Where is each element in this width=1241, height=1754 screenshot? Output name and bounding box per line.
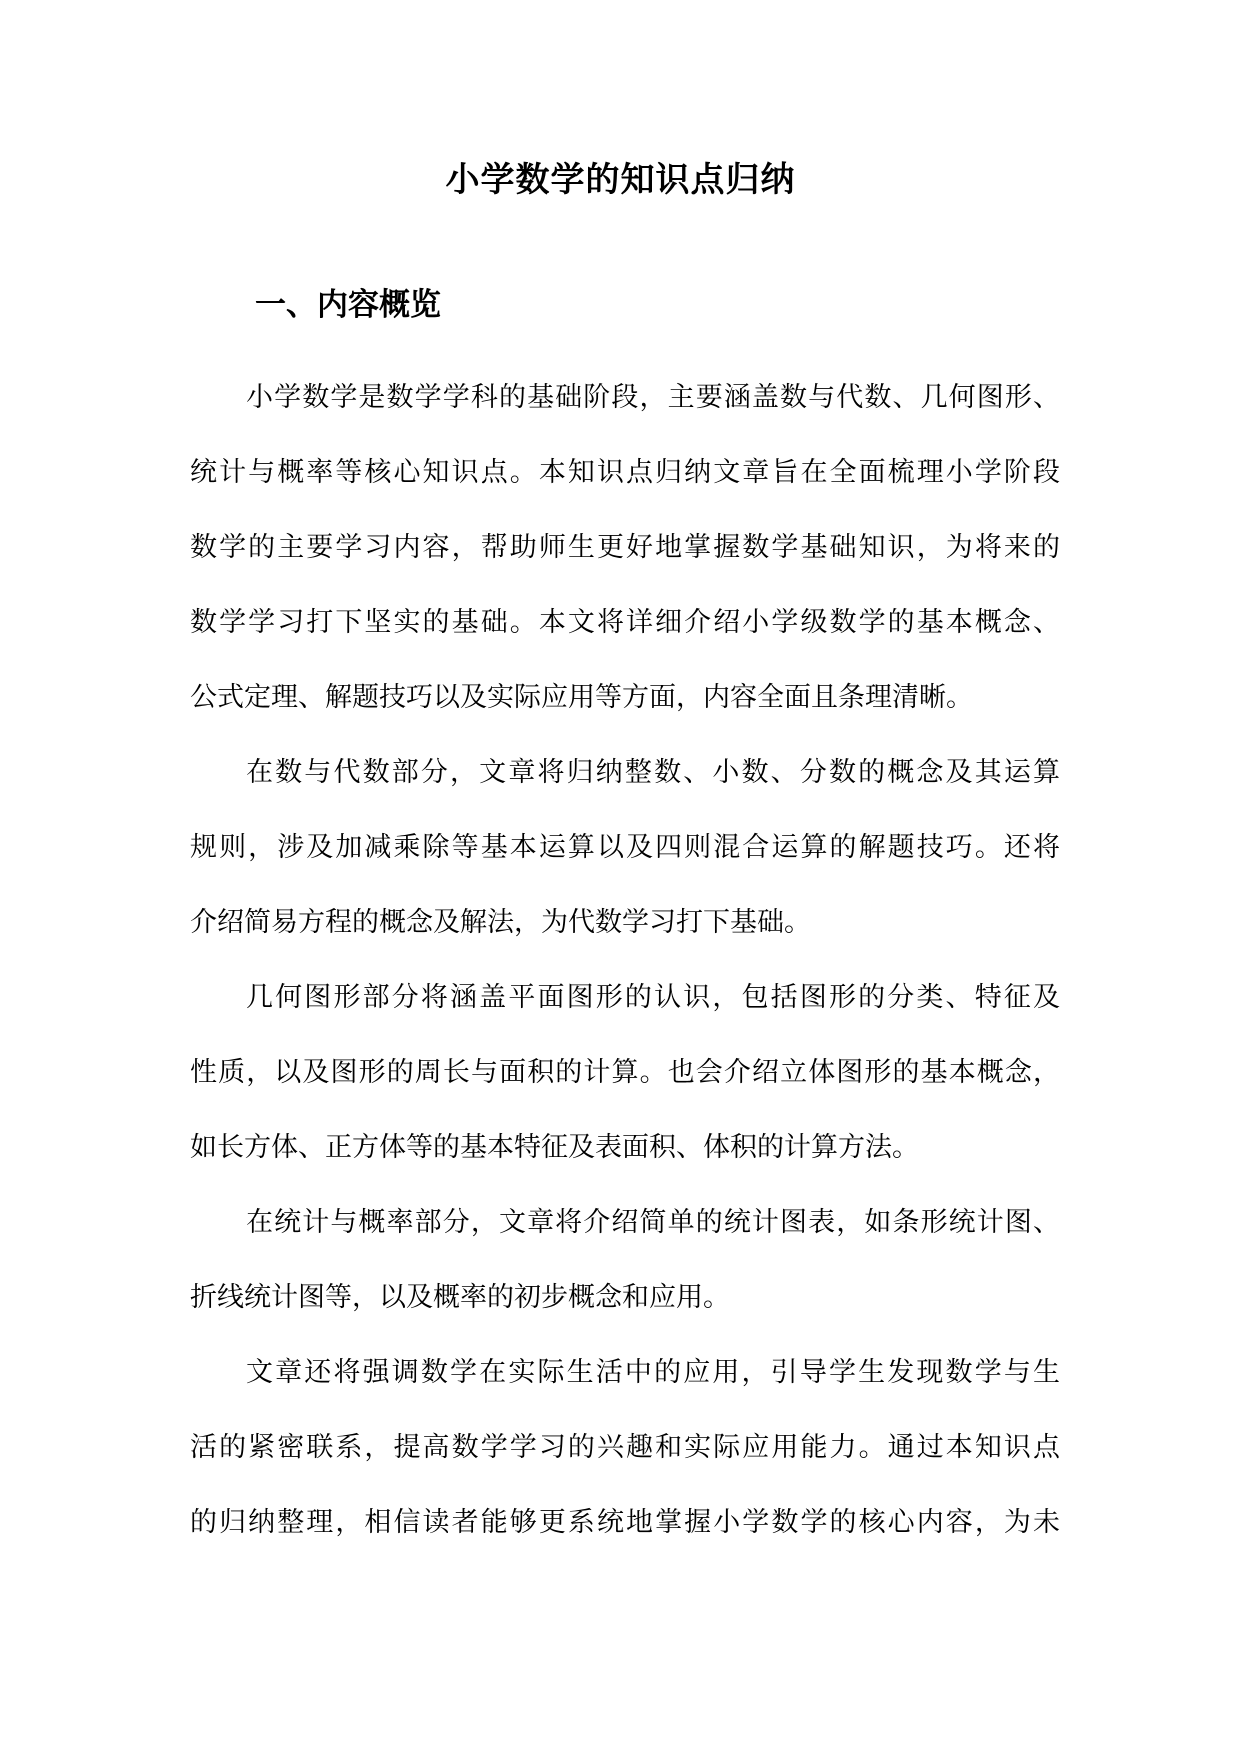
paragraph-line: 统计与概率等核心知识点。本知识点归纳文章旨在全面梳理小学阶段 [190,457,1060,488]
paragraph-line: 介绍简易方程的概念及解法，为代数学习打下基础。 [190,907,811,938]
paragraph-line: 折线统计图等，以及概率的初步概念和应用。 [190,1282,730,1313]
paragraph-line: 几何图形部分将涵盖平面图形的认识，包括图形的分类、特征及 [246,982,1060,1013]
paragraph-line: 如长方体、正方体等的基本特征及表面积、体积的计算方法。 [190,1132,919,1163]
paragraph-line: 性质，以及图形的周长与面积的计算。也会介绍立体图形的基本概念， [190,1057,1060,1088]
paragraph-line: 在数与代数部分，文章将归纳整数、小数、分数的概念及其运算 [246,757,1060,788]
paragraph-line: 的归纳整理，相信读者能够更系统地掌握小学数学的核心内容，为未 [190,1507,1060,1538]
paragraph-line: 数学的主要学习内容，帮助师生更好地掌握数学基础知识，为将来的 [190,532,1060,563]
paragraph-line: 数学学习打下坚实的基础。本文将详细介绍小学级数学的基本概念、 [190,607,1060,638]
paragraph-line: 规则，涉及加减乘除等基本运算以及四则混合运算的解题技巧。还将 [190,832,1060,863]
paragraph-line: 公式定理、解题技巧以及实际应用等方面，内容全面且条理清晰。 [190,682,973,713]
section-heading: 一、内容概览 [255,287,441,323]
body-text [190,360,1060,1560]
paragraph-line: 在统计与概率部分，文章将介绍简单的统计图表，如条形统计图、 [246,1207,1060,1238]
paragraph-line: 活的紧密联系，提高数学学习的兴趣和实际应用能力。通过本知识点 [190,1432,1060,1463]
document-title: 小学数学的知识点归纳 [445,160,796,200]
paragraph-line: 小学数学是数学学科的基础阶段，主要涵盖数与代数、几何图形、 [246,382,1060,413]
paragraph-line: 文章还将强调数学在实际生活中的应用，引导学生发现数学与生 [246,1357,1060,1388]
